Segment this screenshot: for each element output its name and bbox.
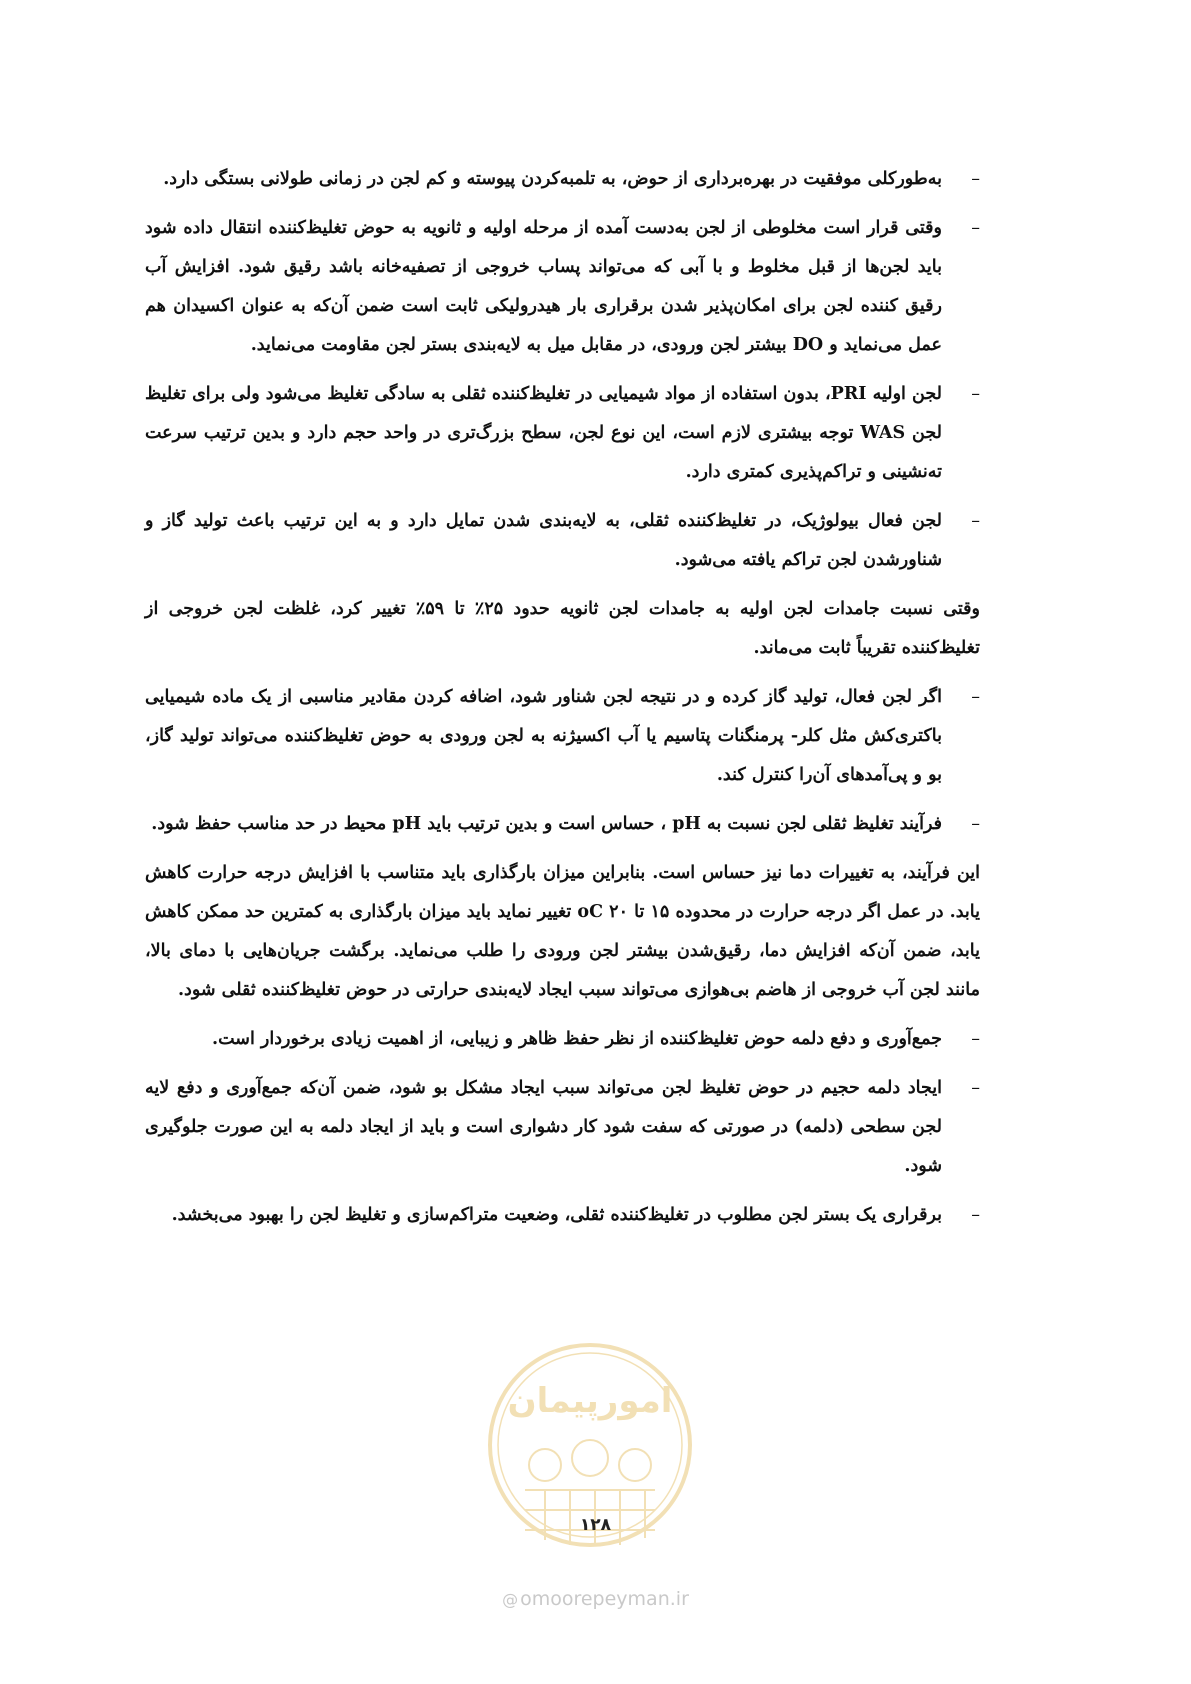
bullet-dash: – (971, 384, 980, 404)
item-text: لجن فعال بیولوژیک، در تغلیظ‌کننده ثقلی، به لایه‌بندی شدن تمایل دارد و به این ترتیب باعث تولید گاز و شناورشدن لجن تراکم یافته می‌شود. (145, 511, 942, 570)
paragraph (145, 854, 980, 1010)
list-item (145, 1196, 980, 1235)
logo-lettering: امورپیمان (507, 1381, 673, 1421)
list-item (145, 805, 980, 844)
page-number: ۱۲۸ (579, 1515, 612, 1535)
item-text: به‌طورکلی موفقیت در بهره‌برداری از حوض، به تلمبه‌کردن پیوسته و کم لجن در زمانی طولانی بستگی دارد. (163, 169, 942, 189)
site-watermark (0, 1588, 1191, 1610)
item-text: اگر لجن فعال، تولید گاز کرده و در نتیجه لجن شناور شود، اضافه کردن مقادیر مناسبی از یک ماده شیمیایی باکتری‌کش مثل کلر- پرمنگنات پتاسیم یا آب اکسیژنه به لجن ورودی به حوض تغلیظ‌کننده می‌تواند تولید گاز، بو و پی‌آمدهای آن‌را کنترل کند. (145, 687, 942, 785)
item-text: ایجاد دلمه حجیم در حوض تغلیظ لجن می‌تواند سبب ایجاد مشکل بو شود، ضمن آن‌که جمع‌آوری و دفع لایه لجن سطحی (دلمه) در صورتی که سفت شود کار دشواری است و باید از ایجاد دلمه به این صورت جلوگیری شود. (145, 1078, 942, 1176)
paragraph (145, 590, 980, 668)
paragraph-text: وقتی نسبت جامدات لجن اولیه به جامدات لجن ثانویه حدود ۲۵٪ تا ۵۹٪ تغییر کرد، غلظت لجن خروجی از تغلیظ‌کننده تقریباً ثابت می‌ماند. (145, 599, 980, 658)
item-text: فرآیند تغلیظ ثقلی لجن نسبت به pH ، حساس است و بدین ترتیب باید pH محیط در حد مناسب حفظ شود. (151, 814, 942, 834)
list-item (145, 678, 980, 795)
document-body (145, 160, 980, 1245)
list-item (145, 1020, 980, 1059)
list-item (145, 375, 980, 492)
bullet-dash: – (971, 218, 980, 238)
bullet-dash: – (971, 1078, 980, 1098)
item-text: برقراری یک بستر لجن مطلوب در تغلیظ‌کننده ثقلی، وضعیت متراکم‌سازی و تغلیظ لجن را بهبود می‌بخشد. (171, 1205, 942, 1225)
paragraph-text: این فرآیند، به تغییرات دما نیز حساس است. بنابراین میزان بارگذاری باید متناسب با افزایش درجه حرارت کاهش یابد. در عمل اگر درجه حرارت در محدوده ۱۵ تا ۲۰ oC تغییر نماید باید میزان بارگذاری به کمترین حد ممکن کاهش یابد، ضمن آن‌که افزایش دما، رقیق‌شدن بیشتر لجن ورودی را طلب می‌نماید. برگشت جریان‌هایی با دمای بالا، مانند لجن آب خروجی از هاضم بی‌هوازی می‌تواند سبب ایجاد لایه‌بندی حرارتی در حوض تغلیظ‌کننده ثقلی شود. (145, 863, 981, 1000)
item-text: وقتی قرار است مخلوطی از لجن به‌دست آمده از مرحله اولیه و ثانویه به حوض تغلیظ‌کننده انتقال داده شود باید لجن‌ها از قبل مخلوط و با آبی که می‌تواند پساب خروجی از تصفیه‌خانه باشد رقیق شود. افزایش آب رقیق کننده لجن برای امکان‌پذیر شدن برقراری بار هیدرولیکی ثابت است ضمن آن‌که به عنوان اکسیدان هم عمل می‌نماید و DO بیشتر لجن ورودی، در مقابل میل به لایه‌بندی بستر لجن مقاومت می‌نماید. (145, 218, 942, 355)
list-item (145, 502, 980, 580)
site-url: omoorepeyman.ir (520, 1588, 689, 1610)
bullet-dash: – (971, 814, 980, 834)
bullet-dash: – (971, 1205, 980, 1225)
at-icon: @ (502, 1590, 519, 1609)
bullet-dash: – (971, 169, 980, 189)
bullet-dash: – (971, 511, 980, 531)
bullet-dash: – (971, 1029, 980, 1049)
list-item (145, 160, 980, 199)
item-text: لجن اولیه PRI، بدون استفاده از مواد شیمیایی در تغلیظ‌کننده ثقلی به سادگی تغلیظ می‌شود ولی برای تغلیظ لجن WAS توجه بیشتری لازم است، این نوع لجن، سطح بزرگ‌تری در واحد حجم دارد و بدین ترتیب سرعت ته‌نشینی و تراکم‌پذیری کمتری دارد. (145, 384, 942, 482)
bullet-dash: – (971, 687, 980, 707)
list-item (145, 1069, 980, 1186)
item-text: جمع‌آوری و دفع دلمه حوض تغلیظ‌کننده از نظر حفظ ظاهر و زیبایی، از اهمیت زیادی برخوردار است. (212, 1029, 942, 1049)
list-item (145, 209, 980, 365)
